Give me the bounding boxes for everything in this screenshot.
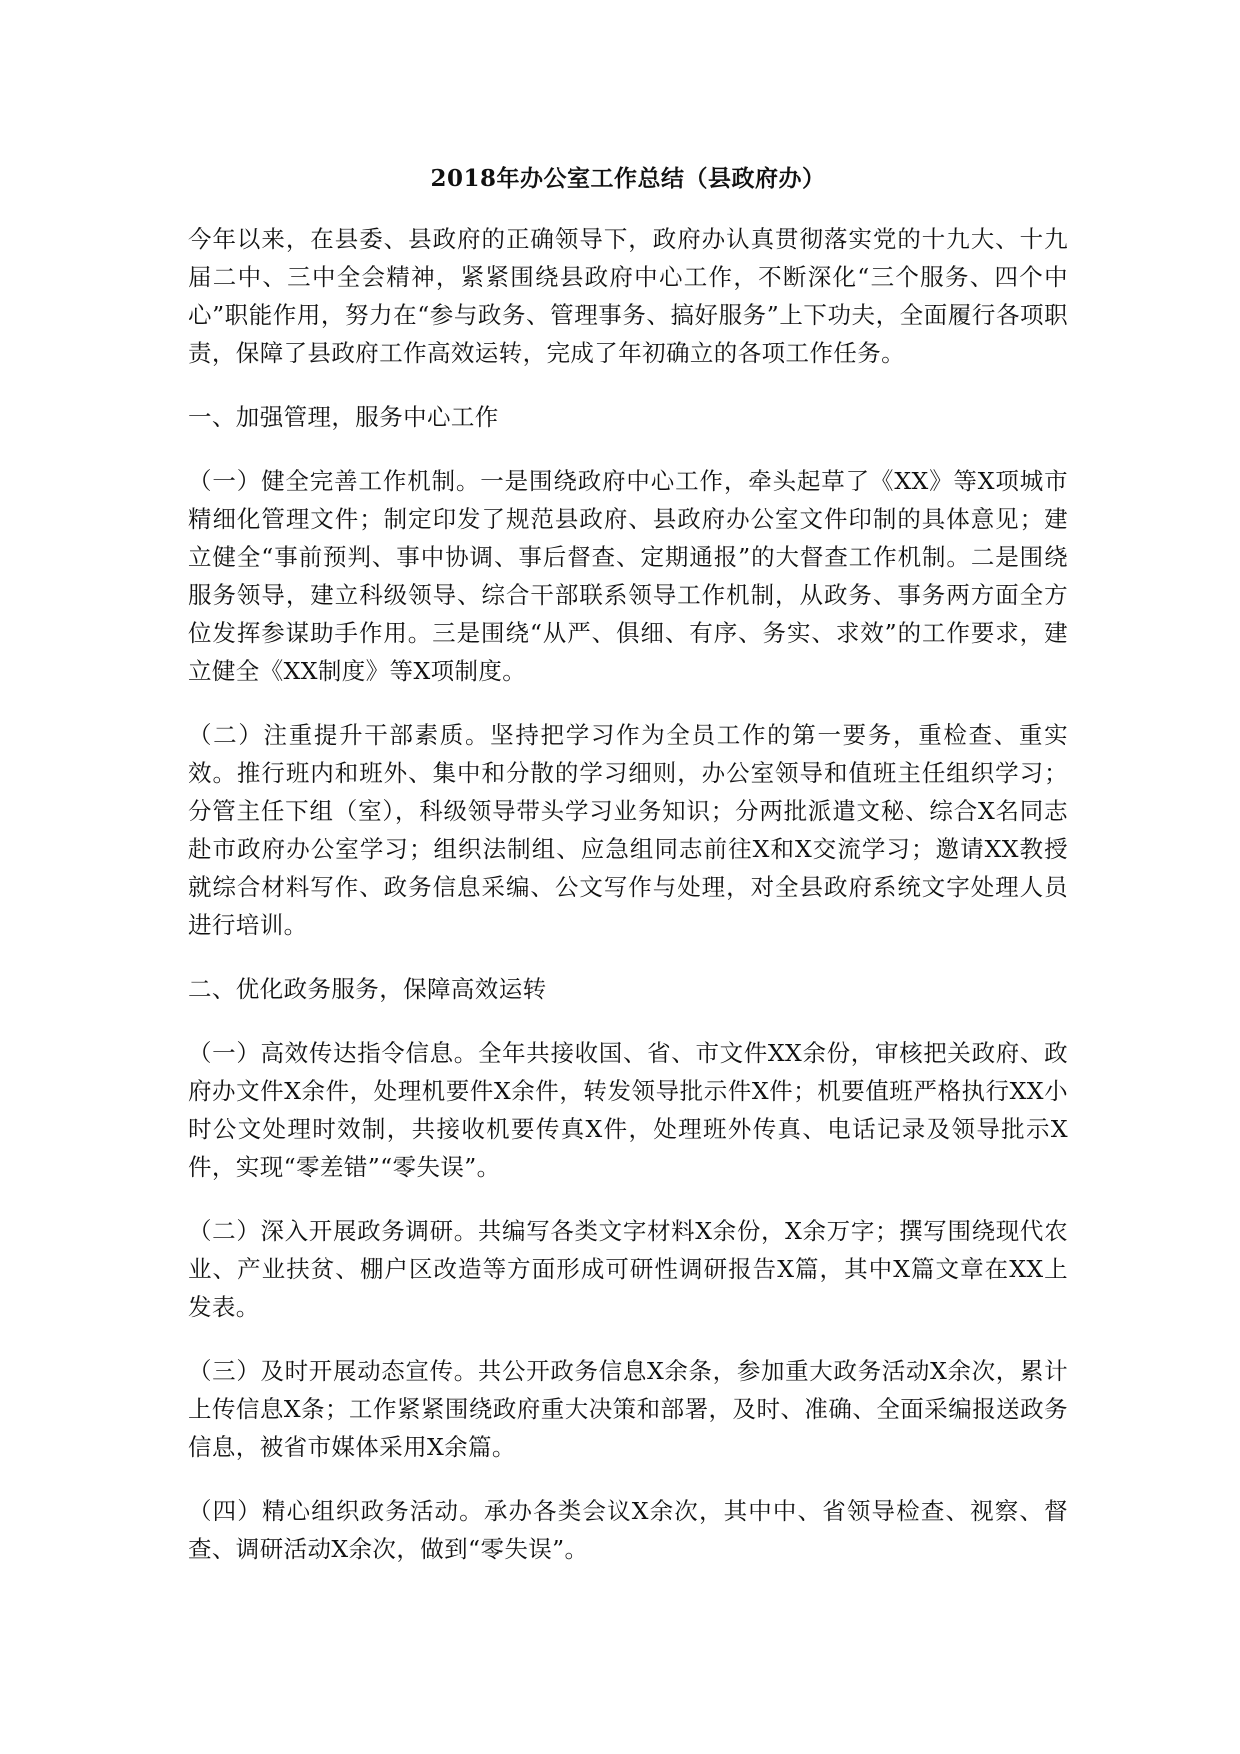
intro-paragraph: 今年以来，在县委、县政府的正确领导下，政府办认真贯彻落实党的十九大、十九届二中、三中全会精神，紧紧围绕县政府中心工作，不断深化“三个服务、四个中心”职能作用，努力在“参与政务、管理事务、搞好服务”上下功夫，全面履行各项职责，保障了县政府工作高效运转，完成了年初确立的各项工作任务。	[188, 225, 1068, 367]
section-heading-1: 一、加强管理，服务中心工作	[188, 403, 499, 431]
document-title: 2018年办公室工作总结（县政府办）	[430, 165, 826, 192]
section-heading-2: 二、优化政务服务，保障高效运转	[188, 975, 547, 1003]
section1-paragraph-1: （一）健全完善工作机制。一是围绕政府中心工作，牵头起草了《XX》等X项城市精细化管理文件；制定印发了规范县政府、县政府办公室文件印制的具体意见；建立健全“事前预判、事中协调、事后督查、定期通报”的大督查工作机制。二是围绕服务领导，建立科级领导、综合干部联系领导工作机制，从政务、事务两方面全方位发挥参谋助手作用。三是围绕“从严、俱细、有序、务实、求效”的工作要求，建立健全《XX制度》等X项制度。	[188, 467, 1068, 685]
document-body	[188, 160, 1068, 1594]
section1-paragraph-2: （二）注重提升干部素质。坚持把学习作为全员工作的第一要务，重检查、重实效。推行班内和班外、集中和分散的学习细则，办公室领导和值班主任组织学习；分管主任下组（室），科级领导带头学习业务知识；分两批派遣文秘、综合X名同志赴市政府办公室学习；组织法制组、应急组同志前往X和X交流学习；邀请XX教授就综合材料写作、政务信息采编、公文写作与处理，对全县政府系统文字处理人员进行培训。	[188, 721, 1068, 939]
section2-paragraph-1: （一）高效传达指令信息。全年共接收国、省、市文件XX余份，审核把关政府、政府办文件X余件，处理机要件X余件，转发领导批示件X件；机要值班严格执行XX小时公文处理时效制，共接收机要传真X件，处理班外传真、电话记录及领导批示X件，实现“零差错”“零失误”。	[188, 1039, 1068, 1181]
section2-paragraph-3: （三）及时开展动态宣传。共公开政务信息X余条，参加重大政务活动X余次，累计上传信息X条；工作紧紧围绕政府重大决策和部署，及时、准确、全面采编报送政务信息，被省市媒体采用X余篇。	[188, 1357, 1068, 1461]
section2-paragraph-2: （二）深入开展政务调研。共编写各类文字材料X余份，X余万字；撰写围绕现代农业、产业扶贫、棚户区改造等方面形成可研性调研报告X篇，其中X篇文章在XX上发表。	[188, 1217, 1068, 1321]
section2-paragraph-4: （四）精心组织政务活动。承办各类会议X余次，其中中、省领导检查、视察、督查、调研活动X余次，做到“零失误”。	[188, 1497, 1068, 1563]
